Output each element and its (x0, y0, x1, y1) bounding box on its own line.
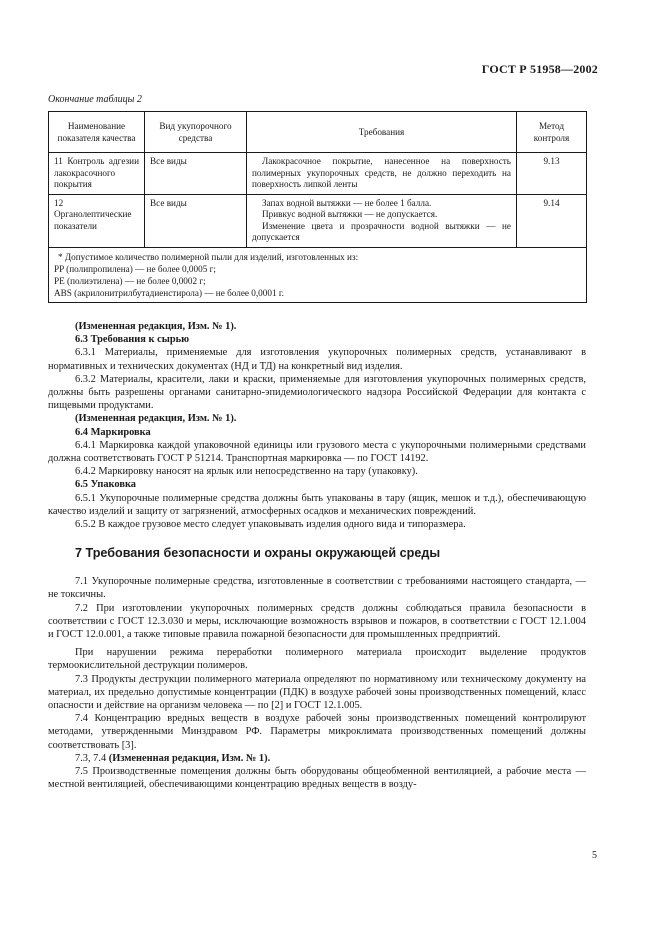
column-header-requirements: Требования (247, 112, 517, 153)
paragraph-6-3-1: 6.3.1 Материалы, применяемые для изготовления укупорочных полимерных средств, устанавливают в нормативных и технических документах (НД и ТД) на конкретный вид изделия. (48, 347, 586, 372)
table-row (49, 194, 587, 247)
change-note-ref: 7.3, 7.4 (75, 752, 107, 764)
table-header-row (49, 112, 587, 153)
footnote-line: * Допустимое количество полимерной пыли для изделий, изготовленных из: (58, 251, 359, 262)
subsection-heading-6-3: 6.3 Требования к сырью (75, 334, 190, 346)
column-header-name: Наименование показателя качества (49, 112, 145, 153)
cell-requirements (247, 153, 517, 195)
paragraph-7-5: 7.5 Производственные помещения должны быть оборудованы общеобменной вентиляцией, а рабочие места — местной вентиляцией, обеспечивающими концентрацию вредных веществ в возду- (48, 766, 586, 791)
change-note: (Измененная редакция, Изм. № 1). (75, 321, 237, 332)
footnote-line: PP (полипропилена) — не более 0,0005 г; (54, 263, 216, 274)
requirement-line: Лакокрасочное покрытие, нанесенное на поверхность полимерных укупорочных средств, не должно переходить на поверхность липкой ленты (252, 156, 511, 189)
paragraph-7-4: 7.4 Концентрацию вредных веществ в воздухе рабочей зоны производственных помещений контролируют методами, утвержденными Минздравом РФ. Параметры микроклимата производственных помещений должны соответствовать [3]. (48, 713, 586, 751)
paragraph-7-1: 7.1 Укупорочные полимерные средства, изготовленные в соответствии с требованиями настоящего стандарта, — не токсичны. (48, 576, 586, 601)
section-heading-7: 7 Требования безопасности и охраны окружающей среды (75, 546, 441, 561)
document-header-id: ГОСТ Р 51958—2002 (481, 62, 598, 76)
change-note-7-3-7-4 (48, 752, 586, 765)
page-number: 5 (592, 850, 597, 861)
cell-kind: Все виды (145, 194, 247, 247)
paragraph-6-5-1: 6.5.1 Укупорочные полимерные средства должны быть упакованы в тару (ящик, мешок и т.д.), обеспечивающую качество изделий и защиту от загрязнений, атмосферных осадков и механических повреждений. (48, 492, 586, 517)
subsection-heading-6-5: 6.5 Упаковка (75, 479, 136, 491)
paragraph-7-2: 7.2 При изготовлении укупорочных полимерных средств должны соблюдаться правила безопасности в соответствии с ГОСТ 12.3.030 и меры, исключающие возможность взрывов и пожаров, в соответствии с ГОСТ 12.1.004 и ГОСТ 12.0.001, а также типовые правила пожарной безопасности для промышленных предприятий. (48, 602, 586, 641)
subsection-heading-6-4: 6.4 Маркировка (75, 426, 151, 438)
document-body (48, 320, 586, 792)
table-footnote (49, 247, 587, 302)
paragraph-6-5-2: 6.5.2 В каждое грузовое место следует упаковывать изделия одного вида и типоразмера. (75, 519, 466, 531)
requirements-table (48, 111, 587, 303)
paragraph-7-3: 7.3 Продукты деструкции полимерного материала определяют по нормативному или техническому документу на материал, их предельно допустимые концентрации (ПДК) в воздухе рабочей зоны производственных помещений, класс опасности и действие на организм человека — по [2] и ГОСТ 12.1.005. (48, 673, 586, 712)
column-header-kind: Вид укупорочного средства (145, 112, 247, 153)
cell-requirements (247, 194, 517, 247)
table-caption: Окончание таблицы 2 (48, 94, 142, 105)
table-row (49, 153, 587, 195)
requirement-line: Изменение цвета и прозрачности водной вытяжки — не допускается (252, 220, 511, 242)
table-footnote-row (49, 247, 587, 302)
footnote-line: ABS (акрилонитрилбутадиенстирола) — не более 0,0001 г. (54, 287, 284, 298)
paragraph-6-3-2: 6.3.2 Материалы, красители, лаки и краски, применяемые для изготовления укупорочных полимерных средств, должны быть разрешены органами санитарно-эпидемиологического надзора Российской Федерации для контакта с пищевыми продуктами. (48, 373, 586, 412)
cell-method: 9.14 (517, 194, 587, 247)
cell-kind: Все виды (145, 153, 247, 195)
footnote-line: PE (полиэтилена) — не более 0,0002 г; (54, 275, 206, 286)
cell-method: 9.13 (517, 153, 587, 195)
column-header-method: Метод контроля (517, 112, 587, 153)
paragraph-7-2-continued: При нарушении режима переработки полимерного материала происходит выделение продуктов термоокислительной деструкции полимеров. (48, 647, 586, 672)
change-note: (Измененная редакция, Изм. № 1). (75, 413, 237, 425)
requirement-line: Привкус водной вытяжки — не допускается. (262, 209, 438, 219)
change-note-label: (Измененная редакция, Изм. № 1). (108, 752, 271, 764)
requirement-line: Запах водной вытяжки — не более 1 балла. (262, 197, 432, 208)
paragraph-6-4-2: 6.4.2 Маркировку наносят на ярлык или непосредственно на тару (упаковку). (75, 466, 418, 478)
cell-name: 11 Контроль адгезии лакокрасочного покрытия (49, 153, 145, 195)
paragraph-6-4-1: 6.4.1 Маркировка каждой упаковочной единицы или грузового места с укупорочными полимерными средствами должна соответствовать ГОСТ Р 51214. Транспортная маркировка — по ГОСТ 14192. (48, 439, 586, 465)
cell-name: 12 Органолептические показатели (49, 194, 145, 247)
